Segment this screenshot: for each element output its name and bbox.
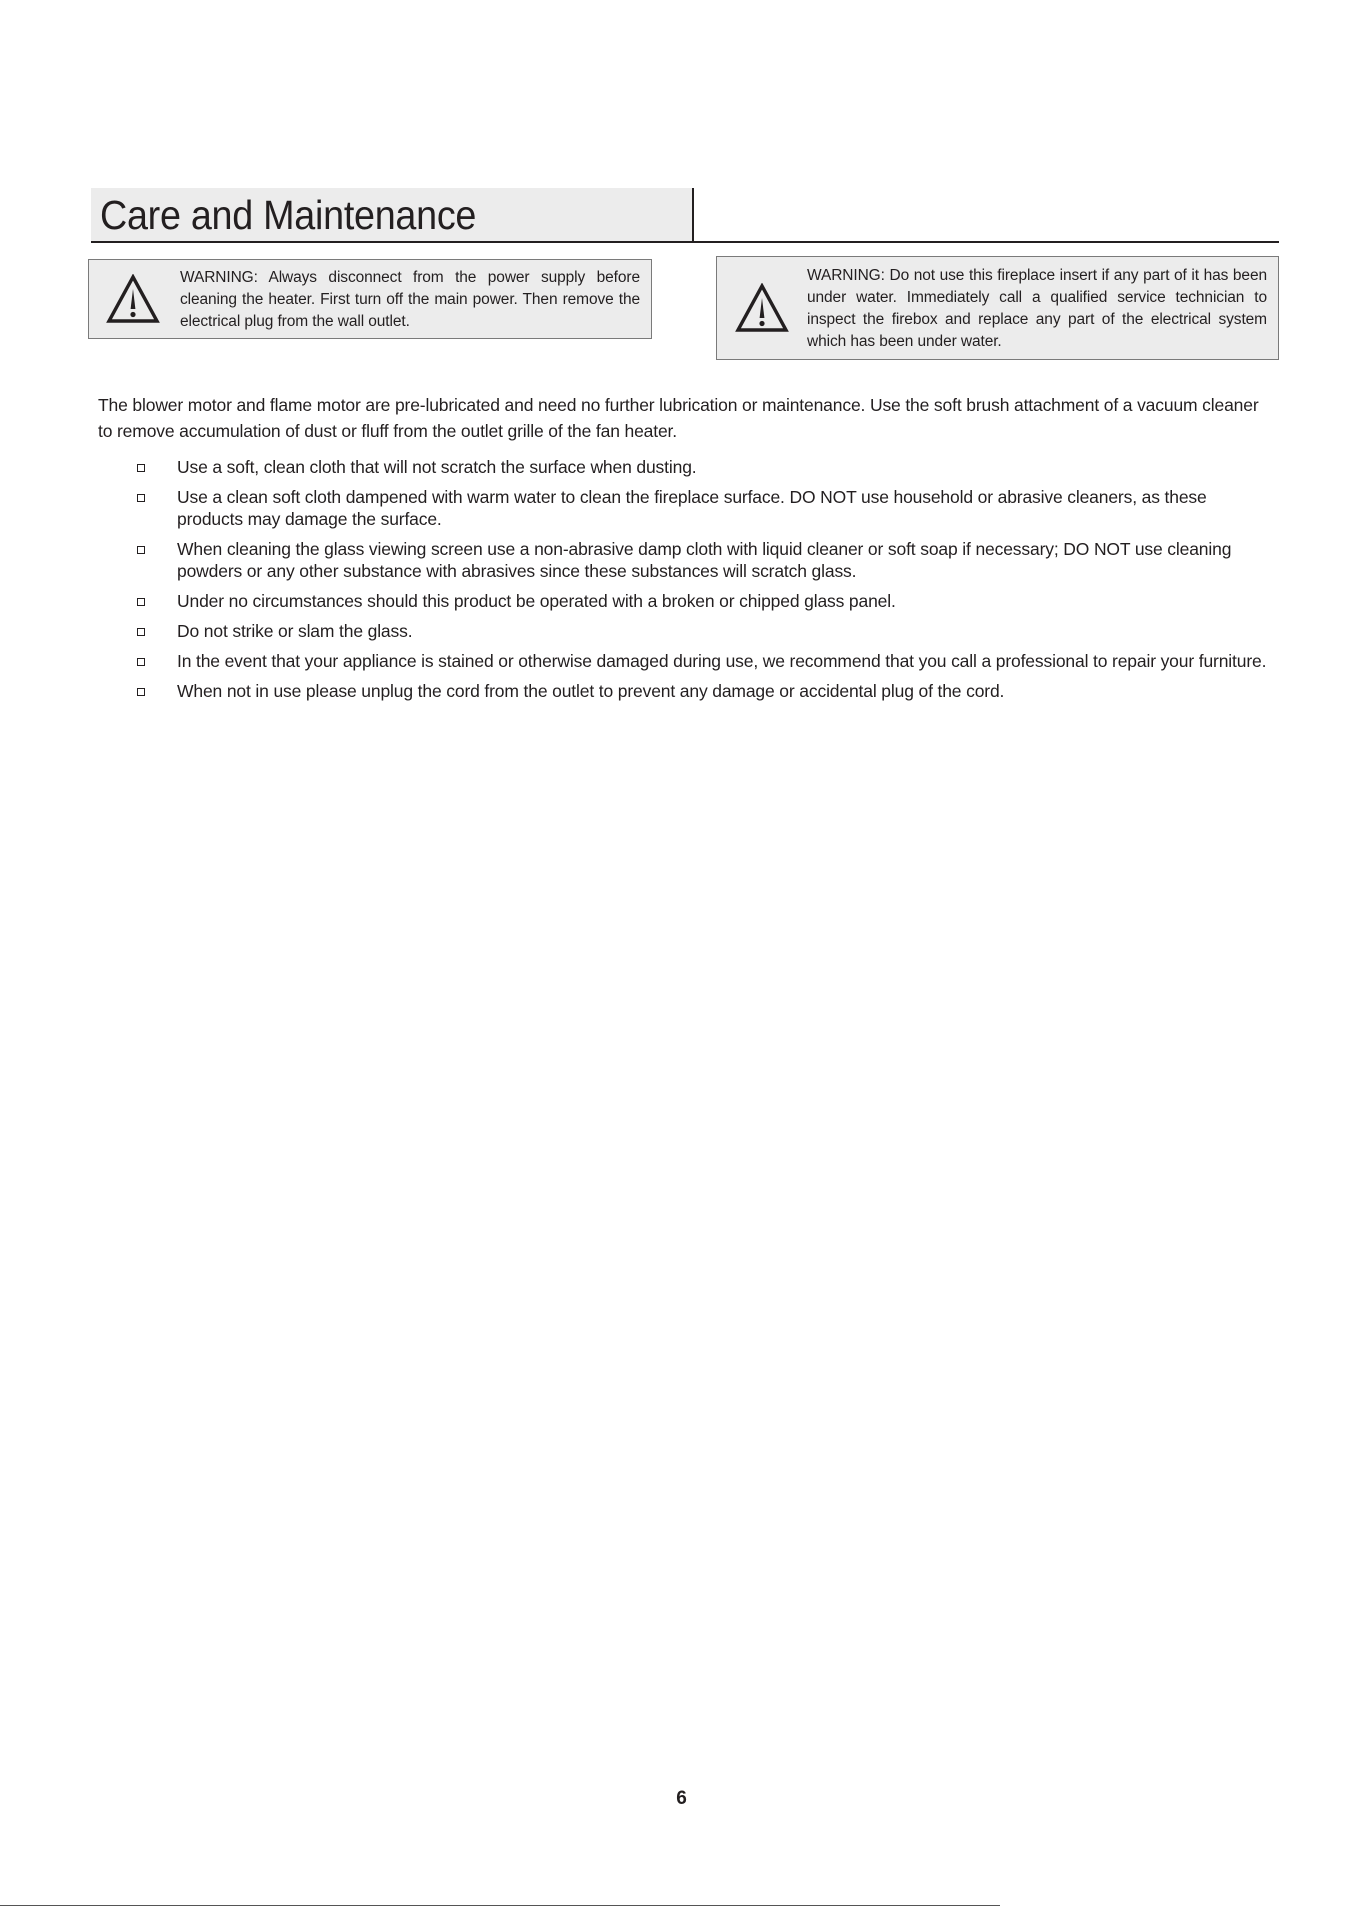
warning-text — [180, 267, 640, 333]
list-item-text: In the event that your appliance is stained or otherwise damaged during use, we recommend that you call a professional to repair your furniture. — [177, 651, 1267, 671]
section-rule — [91, 241, 1279, 243]
list-item — [137, 590, 1277, 612]
list-item-text: Do not strike or slam the glass. — [177, 621, 413, 641]
checkbox-bullet-icon — [137, 658, 145, 666]
list-item-text: Use a soft, clean cloth that will not scratch the surface when dusting. — [177, 457, 697, 477]
warning-box-power — [88, 259, 652, 339]
list-item — [137, 486, 1277, 530]
list-item — [137, 650, 1277, 672]
checkbox-bullet-icon — [137, 628, 145, 636]
warning-triangle-icon — [106, 274, 160, 324]
section-header — [91, 188, 1279, 243]
warning-label: WARNING: — [180, 269, 258, 286]
checkbox-bullet-icon — [137, 494, 145, 502]
bottom-rule — [0, 1905, 1000, 1906]
list-item-text: Use a clean soft cloth dampened with warm water to clean the fireplace surface. DO NOT use household or abrasive cleaners, as these products may damage the surface. — [177, 487, 1207, 529]
list-item-text: When not in use please unplug the cord from the outlet to prevent any damage or accidental plug of the cord. — [177, 681, 1005, 701]
warning-text — [807, 265, 1267, 353]
checkbox-bullet-icon — [137, 546, 145, 554]
section-title: Care and Maintenance — [100, 192, 477, 238]
page-number: 6 — [676, 1788, 687, 1809]
list-item — [137, 680, 1277, 702]
section-title-box — [91, 188, 694, 242]
list-item — [137, 456, 1277, 478]
warning-triangle-icon — [735, 283, 789, 333]
intro-paragraph: The blower motor and flame motor are pre-lubricated and need no further lubrication or maintenance. Use the soft brush attachment of a vacuum cleaner to remove accumulation of dust or fluff from the outlet grille of the fan heater. — [98, 394, 1259, 441]
maintenance-list — [137, 456, 1277, 710]
warning-box-water — [716, 256, 1279, 360]
warning-label: WARNING: — [807, 267, 885, 284]
list-item-text: Under no circumstances should this product be operated with a broken or chipped glass panel. — [177, 591, 896, 611]
checkbox-bullet-icon — [137, 464, 145, 472]
list-item-text: When cleaning the glass viewing screen use a non-abrasive damp cloth with liquid cleaner or soft soap if necessary; DO NOT use cleaning powders or any other substance with abrasives since these substances will scratch glass. — [177, 539, 1232, 581]
checkbox-bullet-icon — [137, 598, 145, 606]
list-item — [137, 620, 1277, 642]
checkbox-bullet-icon — [137, 688, 145, 696]
warning-message: Always disconnect from the power supply before cleaning the heater. First turn off the main power. Then remove the electrical plug from the wall outlet. — [180, 269, 640, 330]
list-item — [137, 538, 1277, 582]
warning-message: Do not use this fireplace insert if any part of it has been under water. Immediately call a qualified service technician to inspect the firebox and replace any part of the electrical system which has been under water. — [807, 267, 1267, 350]
